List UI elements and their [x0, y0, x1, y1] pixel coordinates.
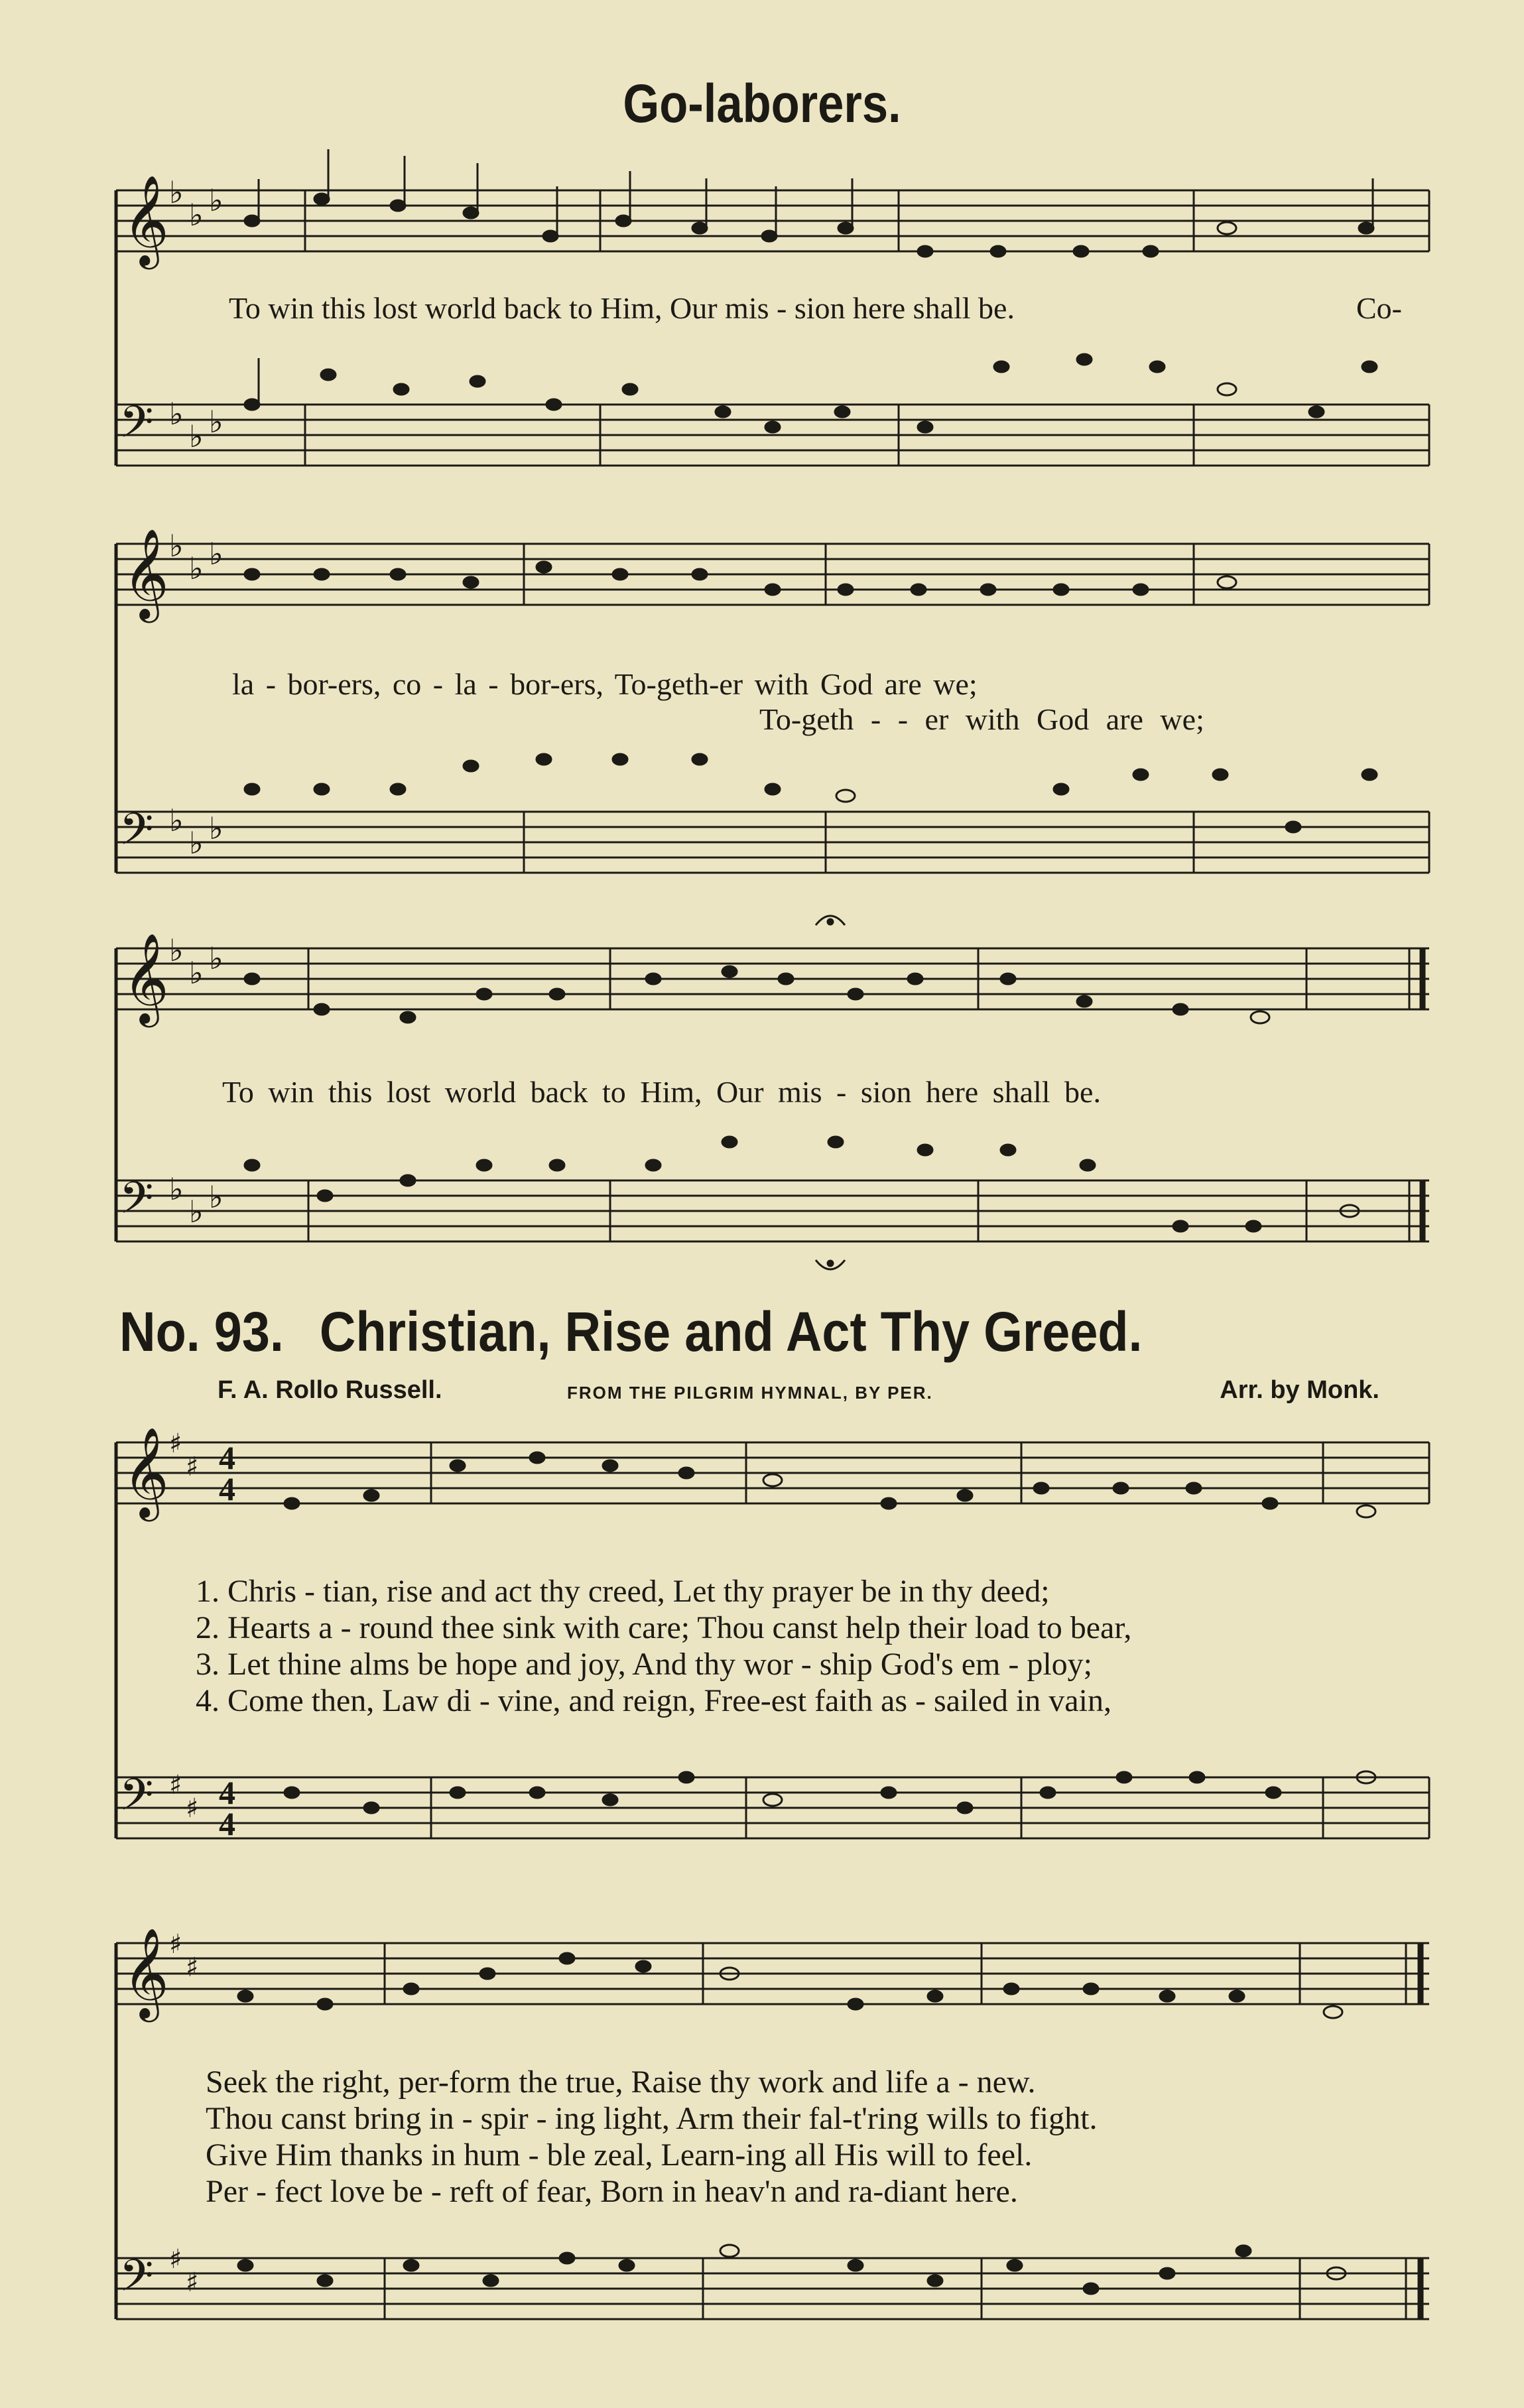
svg-text:𝄞: 𝄞 — [123, 527, 169, 619]
system1-bass-staff — [116, 405, 1429, 466]
svg-text:♯: ♯ — [169, 1428, 182, 1459]
system4-bass-staff — [116, 1777, 1429, 1838]
svg-text:♭: ♭ — [189, 955, 204, 991]
svg-text:𝄢: 𝄢 — [119, 1172, 154, 1234]
svg-text:♯: ♯ — [169, 2244, 182, 2275]
system2-bass-staff — [116, 812, 1429, 873]
svg-text:♭: ♭ — [209, 536, 223, 572]
svg-text:♯: ♯ — [169, 1770, 182, 1801]
svg-text:♭: ♭ — [209, 182, 223, 218]
source-credit: FROM THE PILGRIM HYMNAL, BY PER. — [567, 1383, 933, 1403]
svg-text:♭: ♭ — [169, 396, 184, 432]
svg-text:♭: ♭ — [209, 940, 223, 976]
verse-line-4a: 4. Come then, Law di - vine, and reign, Free-est faith as - sailed in vain, — [196, 1683, 1111, 1718]
svg-text:𝄞: 𝄞 — [123, 1426, 169, 1517]
arranger-credit: Arr. by Monk. — [1220, 1376, 1379, 1404]
system4-treble-notes — [285, 1452, 1375, 1517]
verse-line-3b: Give Him thanks in hum - ble zeal, Learn-ing all His will to feel. — [206, 2137, 1033, 2173]
song1-lyric-line2b: To-geth - - er with God are we; — [759, 702, 1204, 736]
svg-text:𝄢: 𝄢 — [119, 804, 154, 865]
svg-text:♭: ♭ — [209, 1179, 223, 1215]
hymn-number: No. 93. — [119, 1300, 284, 1363]
svg-text:♯: ♯ — [169, 1929, 182, 1960]
system5-bass-staff — [116, 2258, 1429, 2319]
svg-text:♭: ♭ — [169, 1171, 184, 1207]
svg-text:4: 4 — [219, 1439, 235, 1476]
svg-text:♯: ♯ — [186, 1952, 199, 1983]
system3-bass-notes — [245, 1137, 1359, 1232]
verse-line-1b: Seek the right, per-form the true, Raise thy work and life a - new. — [206, 2064, 1036, 2100]
svg-text:♭: ♭ — [169, 174, 184, 210]
notes — [238, 149, 1377, 2294]
svg-text:𝄞: 𝄞 — [123, 932, 169, 1023]
verse-line-3a: 3. Let thine alms be hope and joy, And thy wor - ship God's em - ploy; — [196, 1647, 1093, 1682]
system3-treble-staff — [116, 948, 1429, 1009]
song1-lyric-line2a: la - bor-ers, co - la - bor-ers, To-geth-er with God are we; — [232, 667, 978, 701]
song-title-colaborers: Go-laborers. — [623, 74, 901, 134]
svg-text:4: 4 — [219, 1470, 235, 1507]
system3-bass-staff — [116, 1180, 1429, 1241]
svg-text:♭: ♭ — [209, 404, 223, 440]
svg-text:𝄞: 𝄞 — [123, 1927, 169, 2018]
svg-text:4: 4 — [219, 1774, 235, 1811]
system1-treble-notes — [245, 149, 1373, 257]
svg-text:♭: ♭ — [189, 550, 204, 586]
verse-line-2b: Thou canst bring in - spir - ing light, Arm their fal-t'ring wills to fight. — [206, 2101, 1098, 2136]
svg-text:𝄢: 𝄢 — [119, 2250, 154, 2312]
system1-treble-staff — [116, 190, 1429, 251]
song1-lyric-line1-tail: Co- — [1356, 291, 1402, 325]
svg-text:𝄞: 𝄞 — [123, 174, 169, 265]
svg-text:♭: ♭ — [189, 197, 204, 233]
svg-text:♭: ♭ — [169, 802, 184, 838]
svg-text:♭: ♭ — [189, 418, 204, 454]
song2-heading — [119, 1300, 1143, 1364]
system5-treble-notes — [238, 1953, 1342, 2018]
sharp-key-signature-icon — [169, 1428, 198, 2298]
svg-text:𝄢: 𝄢 — [119, 397, 154, 458]
song1-lyric-text: To win this lost world back to Him, Our mis - sion here shall be. — [229, 291, 1015, 325]
svg-text:♯: ♯ — [186, 1452, 199, 1482]
svg-text:♭: ♭ — [189, 1194, 204, 1230]
flat-key-signature-icon — [169, 174, 223, 1230]
svg-text:♭: ♭ — [169, 932, 184, 968]
svg-text:♭: ♭ — [209, 810, 223, 846]
verse-line-4b: Per - fect love be - reft of fear, Born in heav'n and ra-diant here. — [206, 2174, 1018, 2209]
svg-text:4: 4 — [219, 1805, 235, 1842]
svg-text:♯: ♯ — [186, 2267, 199, 2298]
verse-line-2a: 2. Hearts a - round thee sink with care; Thou canst help their load to bear, — [196, 1610, 1132, 1645]
verse-line-1a: 1. Chris - tian, rise and act thy creed, Let thy prayer be in thy deed; — [196, 1574, 1050, 1609]
system4-treble-staff — [116, 1442, 1429, 1503]
system5-bass-notes — [238, 2245, 1346, 2294]
svg-text:♭: ♭ — [189, 825, 204, 861]
system2-bass-notes — [245, 754, 1377, 832]
author-credit: F. A. Rollo Russell. — [218, 1376, 442, 1404]
song1-lyric-line3: To win this lost world back to Him, Our mis - sion here shall be. — [222, 1075, 1101, 1109]
hymn-title: Christian, Rise and Act Thy Greed. — [319, 1300, 1143, 1363]
svg-text:𝄢: 𝄢 — [119, 1769, 154, 1831]
svg-text:♭: ♭ — [169, 528, 184, 564]
svg-text:♯: ♯ — [186, 1793, 199, 1824]
song1-lyric-line1 — [229, 290, 1015, 326]
